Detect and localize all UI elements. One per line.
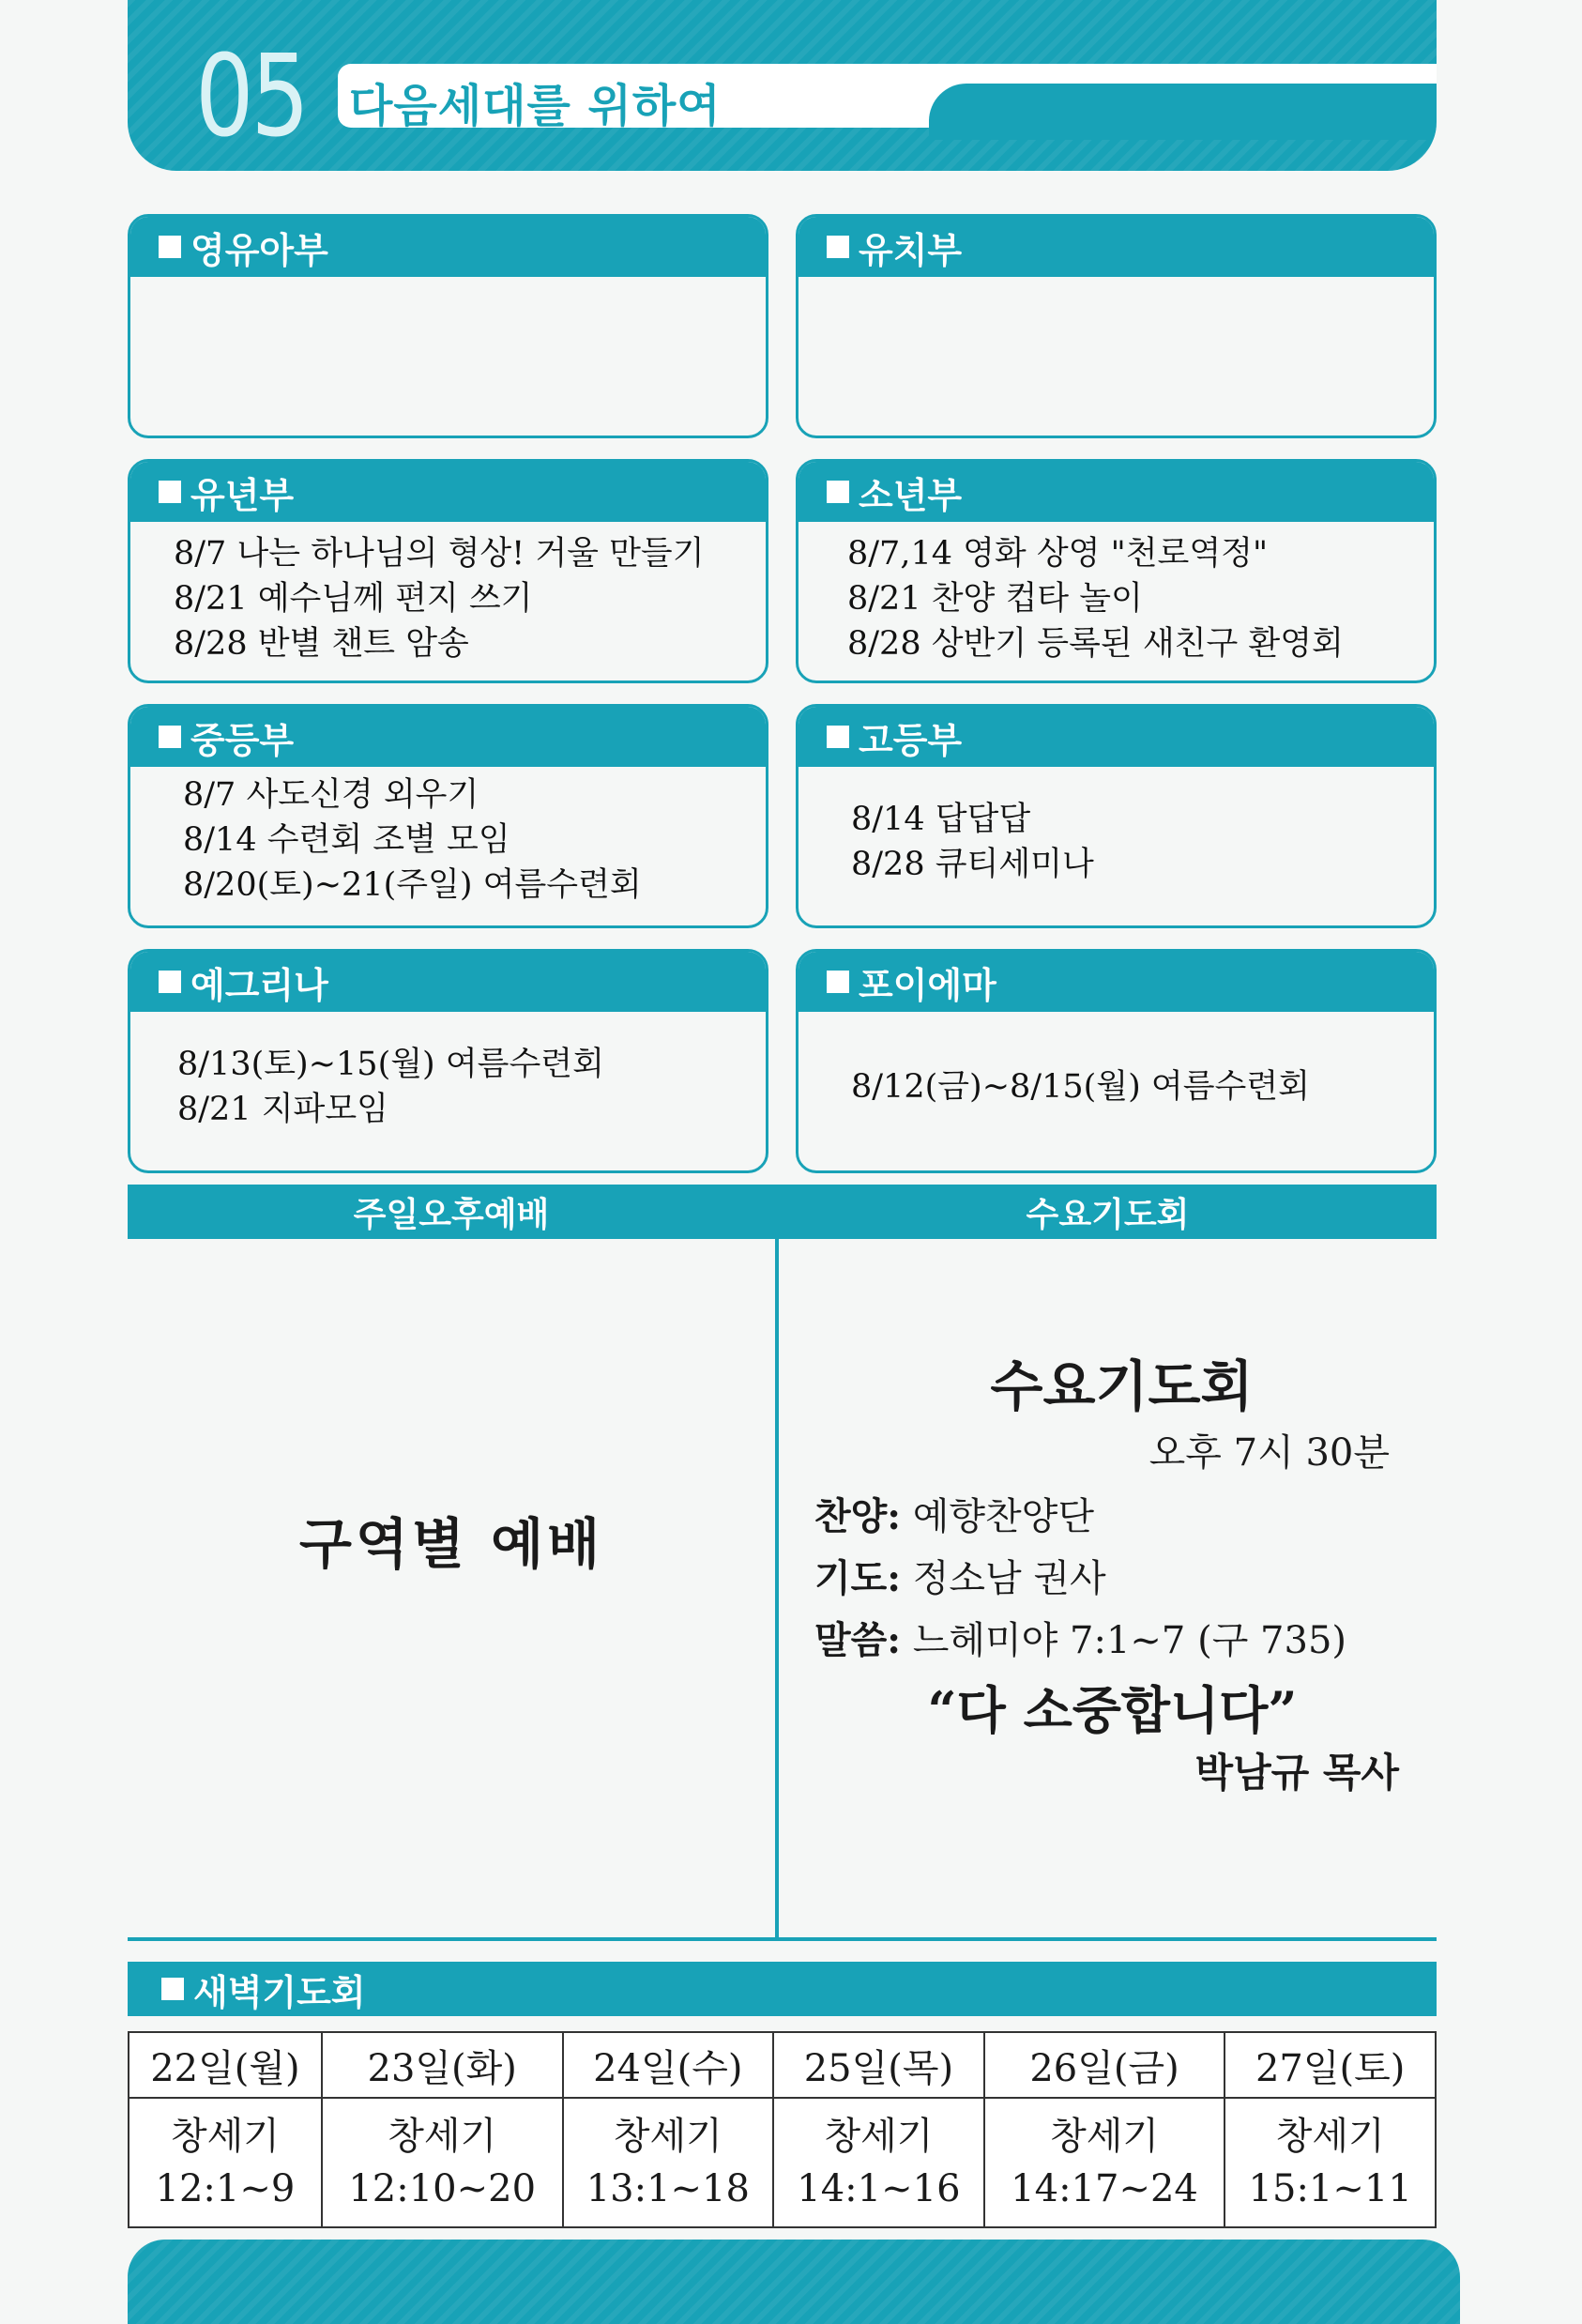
dawn-prayer-table (128, 2031, 1437, 2228)
dept-card-header (799, 952, 1434, 1012)
footer-bar (128, 2240, 1460, 2324)
square-bullet-icon (159, 971, 181, 993)
dept-line: 8/14 수련회 조별 모임 (183, 821, 510, 859)
service-bottom-rule (128, 1937, 1437, 1941)
dept-line: 8/21 예수님께 편지 쓰기 (174, 580, 533, 618)
dept-line: 8/21 찬양 컵타 놀이 (847, 580, 1143, 618)
dept-card-yegrina (128, 949, 768, 1173)
section-header (128, 0, 1437, 171)
dept-name: 고등부 (859, 719, 963, 761)
dept-card-body (799, 522, 1434, 666)
day-header: 27일(토) (1225, 2032, 1436, 2098)
dept-name: 중등부 (190, 719, 295, 761)
verse-range: 12:1~9 (155, 2167, 296, 2210)
dept-line: 8/7,14 영화 상영 "천로역정" (847, 535, 1269, 573)
dept-name: 소년부 (859, 474, 963, 516)
reading-cell (563, 2098, 774, 2227)
praise-row (814, 1487, 1094, 1540)
section-number: 05 (195, 32, 307, 162)
square-bullet-icon (827, 971, 849, 993)
dept-card-body (799, 767, 1434, 917)
dept-line: 8/12(금)~8/15(월) 여름수련회 (851, 1068, 1310, 1106)
section-title: 다음세대를 위하여 (349, 80, 722, 132)
book-name: 창세기 (824, 2115, 934, 2158)
reading-cell (129, 2098, 322, 2227)
reading-cell (984, 2098, 1225, 2227)
reading-cell (1225, 2098, 1436, 2227)
pastor-name: 박남규 목사 (1194, 1750, 1399, 1796)
dept-card-header (799, 462, 1434, 522)
dept-card-high-school (796, 704, 1437, 928)
verse-range: 13:1~18 (586, 2167, 750, 2210)
table-row (129, 2098, 1436, 2227)
dept-card-body (130, 522, 766, 666)
dept-card-header (130, 462, 766, 522)
square-bullet-icon (159, 236, 181, 258)
title-notch-decoration (929, 84, 1437, 140)
dept-card-junior (128, 459, 768, 683)
day-header: 26일(금) (984, 2032, 1225, 2098)
dept-card-kindergarten (796, 214, 1437, 438)
book-name: 창세기 (170, 2115, 280, 2158)
sermon-title: “다 소중합니다” (927, 1680, 1298, 1740)
square-bullet-icon (161, 1978, 184, 2000)
dept-card-poiema (796, 949, 1437, 1173)
dept-name: 포이에마 (859, 964, 996, 1006)
square-bullet-icon (827, 726, 849, 748)
reading-cell (773, 2098, 984, 2227)
book-name: 창세기 (388, 2115, 497, 2158)
day-header: 24일(수) (563, 2032, 774, 2098)
prayer-value: 정소남 권사 (912, 1557, 1106, 1600)
word-label: 말씀: (814, 1618, 902, 1662)
dept-card-body (130, 1012, 766, 1162)
verse-range: 12:10~20 (348, 2167, 537, 2210)
dept-card-header (130, 707, 766, 767)
dept-name: 유년부 (190, 474, 295, 516)
praise-value: 예향찬양단 (912, 1495, 1094, 1538)
dept-line: 8/28 반별 챈트 암송 (174, 625, 469, 663)
day-header: 25일(목) (773, 2032, 984, 2098)
dawn-prayer-title: 새벽기도회 (193, 1971, 366, 2013)
wednesday-title: 수요기도회 (990, 1354, 1254, 1418)
square-bullet-icon (827, 236, 849, 258)
sunday-service-text: 구역별 예배 (298, 1512, 604, 1576)
dept-card-middle-school (128, 704, 768, 928)
table-header-row (129, 2032, 1436, 2098)
dept-name: 예그리나 (190, 964, 328, 1006)
word-row (814, 1611, 1346, 1664)
dept-line: 8/7 나는 하나님의 형상! 거울 만들기 (174, 535, 705, 573)
dept-line: 8/21 지파모임 (177, 1091, 388, 1128)
day-header: 23일(화) (322, 2032, 563, 2098)
verse-range: 15:1~11 (1248, 2167, 1412, 2210)
dept-card-body (799, 277, 1434, 286)
word-value: 느헤미야 7:1~7 (구 735) (912, 1619, 1347, 1662)
dawn-prayer-header (128, 1962, 1437, 2016)
prayer-row (814, 1549, 1106, 1602)
dept-card-boys (796, 459, 1437, 683)
dept-line: 8/28 큐티세미나 (851, 846, 1094, 883)
verse-range: 14:1~16 (797, 2167, 961, 2210)
prayer-label: 기도: (814, 1556, 902, 1600)
section-title-tab (338, 64, 1437, 132)
day-header: 22일(월) (129, 2032, 322, 2098)
dept-card-header (130, 217, 766, 277)
reading-cell (322, 2098, 563, 2227)
verse-range: 14:17~24 (1011, 2167, 1198, 2210)
square-bullet-icon (827, 481, 849, 503)
square-bullet-icon (159, 481, 181, 503)
book-name: 창세기 (1050, 2115, 1159, 2158)
dept-name: 영유아부 (190, 229, 328, 271)
dept-line: 8/14 답답답 (851, 801, 1031, 838)
dept-line: 8/20(토)~21(주일) 여름수련회 (183, 866, 642, 904)
praise-label: 찬양: (814, 1494, 902, 1538)
wednesday-service-header: 수요기도회 (779, 1185, 1437, 1239)
dept-card-body (130, 277, 766, 286)
dept-card-header (799, 707, 1434, 767)
dept-name: 유치부 (859, 229, 963, 271)
wednesday-service-panel (779, 1239, 1437, 1937)
book-name: 창세기 (613, 2115, 723, 2158)
wednesday-time: 오후 7시 30분 (1148, 1431, 1390, 1475)
book-name: 창세기 (1275, 2115, 1385, 2158)
dept-card-header (130, 952, 766, 1012)
sunday-service-header: 주일오후예배 (128, 1185, 775, 1239)
dept-card-body (799, 1012, 1434, 1162)
dept-line: 8/28 상반기 등록된 새친구 환영회 (847, 625, 1344, 663)
dept-line: 8/7 사도신경 외우기 (183, 776, 479, 814)
square-bullet-icon (159, 726, 181, 748)
dept-line: 8/13(토)~15(월) 여름수련회 (177, 1046, 604, 1083)
dept-card-header (799, 217, 1434, 277)
dept-card-body (130, 767, 766, 908)
dept-card-infant (128, 214, 768, 438)
